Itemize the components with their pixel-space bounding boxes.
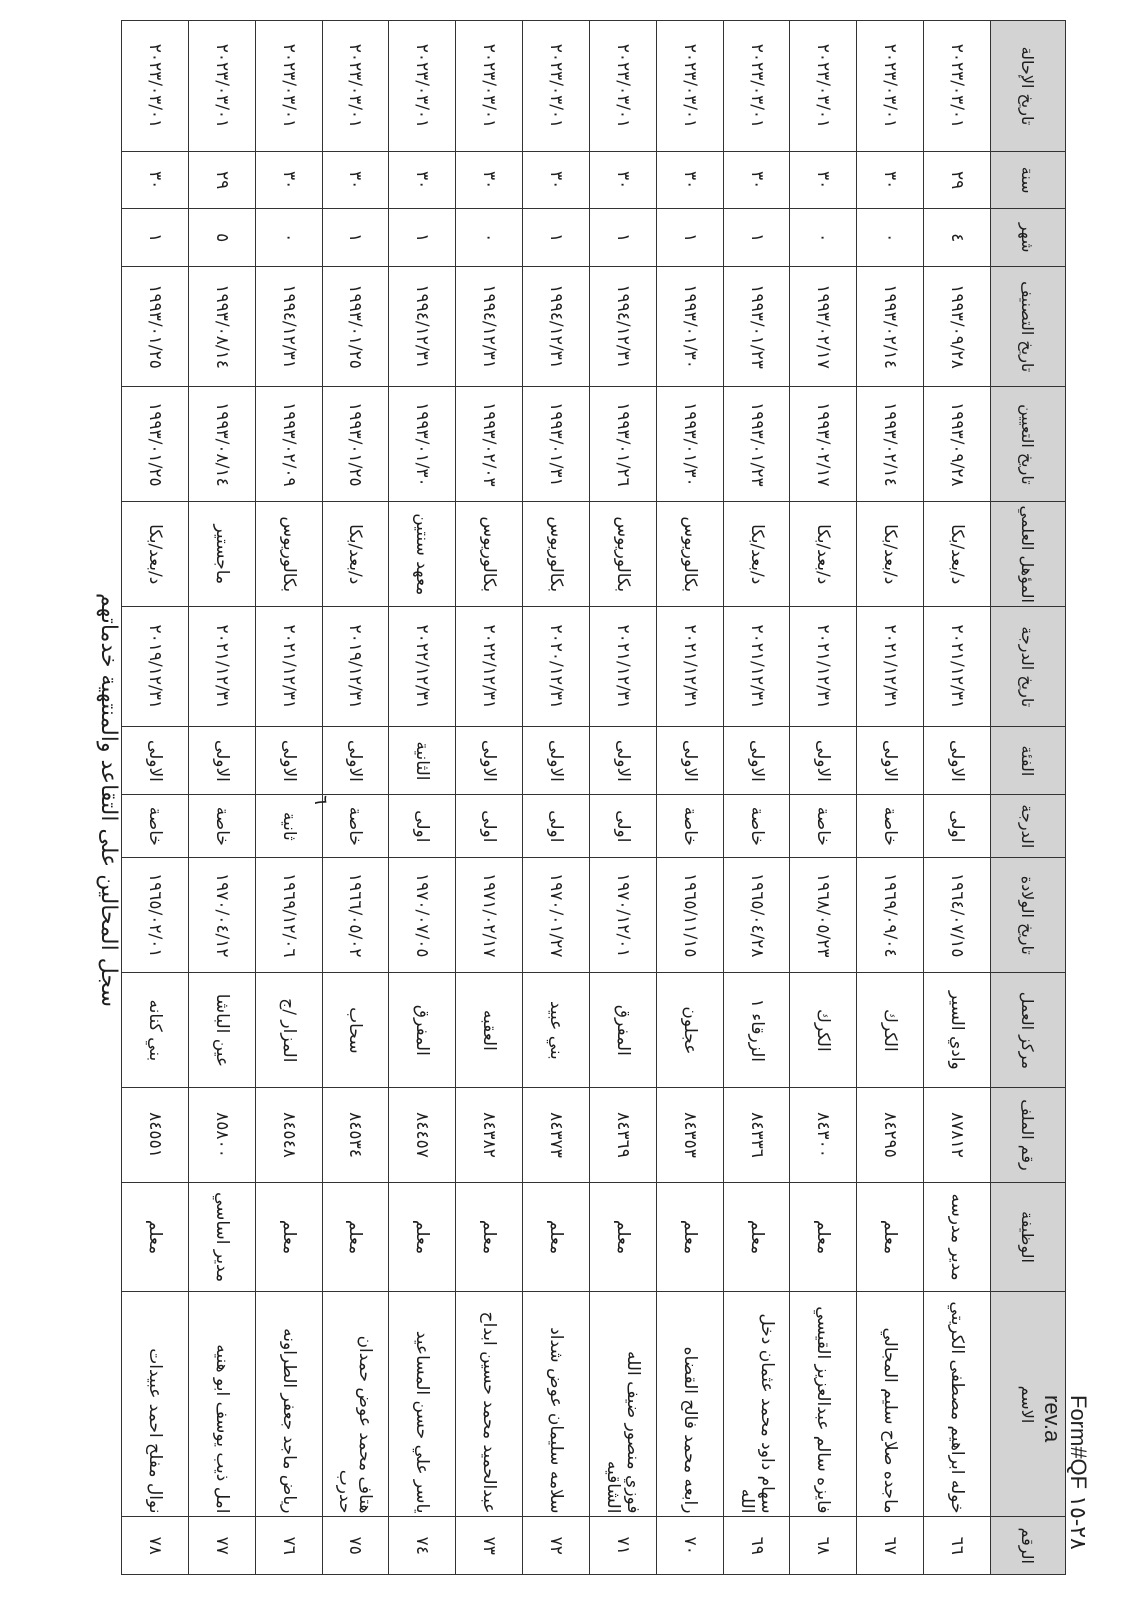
table-cell: الاولى: [857, 727, 924, 795]
table-cell: ٠: [857, 209, 924, 267]
table-cell: ٣٠: [790, 151, 857, 209]
table-cell: ٢٠٢٣/٠٣/٠١: [122, 21, 189, 152]
table-cell: اولى: [589, 795, 656, 858]
column-header: مركز العمل: [991, 973, 1066, 1088]
table-cell: ١٩٩٤/١٢/٣١: [255, 267, 322, 387]
table-cell: د/بعد/بكا: [924, 502, 991, 607]
table-cell: خوله ابراهيم مصطفى الكريتي: [924, 1292, 991, 1517]
table-cell: ١٩٩٤/١٢/٣١: [523, 267, 590, 387]
table-cell: ٢٠٢٣/٠٣/٠١: [857, 21, 924, 152]
table-cell: ١٩٩٤/١٢/٣١: [389, 267, 456, 387]
table-cell: سحاب: [322, 973, 389, 1088]
table-cell: ٢٠٢٣/٠٣/٠١: [790, 21, 857, 152]
table-cell: ٢٠٢٣/٠٣/٠١: [188, 21, 255, 152]
table-cell: ٢٠٢٠/١٢/٣١: [523, 607, 590, 727]
table-row: [389, 21, 456, 1575]
table-cell: اولى: [924, 795, 991, 858]
table-cell: ١٩٦٤/٠٧/١٥: [924, 858, 991, 973]
table-cell: بني كنانه: [122, 973, 189, 1088]
table-cell: ٢٠٢٣/٠٣/٠١: [523, 21, 590, 152]
table-row: [723, 21, 790, 1575]
table-cell: ٢٠١٩/١٢/٣١: [322, 607, 389, 727]
table-cell: ٢٠١٩/١٢/٣١: [122, 607, 189, 727]
table-cell: المزار /ج: [255, 973, 322, 1088]
table-cell: ١: [122, 209, 189, 267]
table-cell: ٨٤٥٣٤: [322, 1088, 389, 1182]
table-cell: خاصة: [322, 795, 389, 858]
table-cell: بكالوريوس: [656, 502, 723, 607]
table-cell: ١٩٩٣/٠١/٣٠: [656, 387, 723, 502]
table-cell: عين الباشا: [188, 973, 255, 1088]
table-cell: الكرك: [857, 973, 924, 1088]
table-cell: سلامه سليمان عوض شداد: [523, 1292, 590, 1517]
page-number: ٦: [310, 795, 331, 805]
table-cell: ٨٤٣٦٩: [589, 1088, 656, 1182]
table-cell: معهد سنتين: [389, 502, 456, 607]
table-cell: معلم: [857, 1182, 924, 1292]
table-cell: ١٩٩٣/٠٢/٠٣: [456, 387, 523, 502]
table-cell: ٨٤٣٣٦: [723, 1088, 790, 1182]
table-cell: مدير اساسي: [188, 1182, 255, 1292]
table-cell: ١٩٦٥/١١/١٥: [656, 858, 723, 973]
table-row: [188, 21, 255, 1575]
table-row: [523, 21, 590, 1575]
table-cell: ٢٠٢٣/٠٣/٠١: [322, 21, 389, 152]
table-cell: ٤: [924, 209, 991, 267]
column-header: الاسم: [991, 1292, 1066, 1517]
table-cell: رياض ماجد جعفر الطراونه: [255, 1292, 322, 1517]
table-cell: ١: [656, 209, 723, 267]
table-cell: فايزه سالم عبدالعزيز القيسي: [790, 1292, 857, 1517]
table-cell: ١٩٩٣/٠١/٣٠: [389, 387, 456, 502]
table-cell: معلم: [790, 1182, 857, 1292]
table-cell: نوال مفلح احمد عبيدات: [122, 1292, 189, 1517]
table-cell: ٠: [255, 209, 322, 267]
table-cell: ١٩٧١/٠٢/١٧: [456, 858, 523, 973]
table-cell: خاصة: [790, 795, 857, 858]
table-cell: ٠: [790, 209, 857, 267]
table-cell: ٨٤٥٤٨: [255, 1088, 322, 1182]
table-cell: ٣٠: [723, 151, 790, 209]
column-header: تاريخ الدرجة: [991, 607, 1066, 727]
table-cell: ٧٧: [188, 1517, 255, 1575]
table-cell: معلم: [656, 1182, 723, 1292]
table-cell: اولى: [389, 795, 456, 858]
column-header: المؤهل العلمي: [991, 502, 1066, 607]
table-cell: ٢٠٢١/١٢/٣١: [924, 607, 991, 727]
table-cell: ٦٨: [790, 1517, 857, 1575]
table-cell: ١٩٩٣/٠١/٢٣: [723, 387, 790, 502]
table-cell: ١٩٩٣/٠١/٢٥: [322, 387, 389, 502]
table-cell: ٦٧: [857, 1517, 924, 1575]
column-header: الرقم: [991, 1517, 1066, 1575]
table-cell: ١٩٩٣/٠١/٢٦: [589, 387, 656, 502]
table-cell: خاصة: [122, 795, 189, 858]
table-cell: ١٩٩٣/٠٢/٠٩: [255, 387, 322, 502]
table-cell: ٦٦: [924, 1517, 991, 1575]
column-header: الوظيفة: [991, 1182, 1066, 1292]
table-cell: ثانية: [255, 795, 322, 858]
table-cell: ١٩٦٩/١٢/٠٦: [255, 858, 322, 973]
table-cell: ٣٠: [656, 151, 723, 209]
table-cell: الكرك: [790, 973, 857, 1088]
table-cell: رابعه محمد فالح القضاه: [656, 1292, 723, 1517]
table-cell: ٢٠٢٣/٠٣/٠١: [589, 21, 656, 152]
table-cell: ١٩٧٠/١٢/٠١: [589, 858, 656, 973]
table-cell: ١٩٩٤/١٢/٣١: [589, 267, 656, 387]
table-cell: ٧١: [589, 1517, 656, 1575]
table-cell: ١٩٦٨/٠٥/٢٣: [790, 858, 857, 973]
table-cell: ٣٠: [122, 151, 189, 209]
table-row: [322, 21, 389, 1575]
table-cell: ٣٠: [322, 151, 389, 209]
table-cell: هتاف محمد عوض حمدان حدرب: [322, 1292, 389, 1517]
table-cell: الاولى: [322, 727, 389, 795]
table-cell: د/بعد/بكا: [790, 502, 857, 607]
table-cell: ٨٥٨٠٠: [188, 1088, 255, 1182]
table-cell: ماجستير: [188, 502, 255, 607]
column-header: تاريخ الإحالة: [991, 21, 1066, 152]
table-cell: خاصة: [188, 795, 255, 858]
table-cell: المفرق: [589, 973, 656, 1088]
table-cell: ١٩٧٠/٠٤/١٢: [188, 858, 255, 973]
table-cell: ١٩٩٣/٠٩/٢٨: [924, 267, 991, 387]
table-cell: الاولى: [122, 727, 189, 795]
table-cell: ١: [523, 209, 590, 267]
table-cell: ٢٠٢١/١٢/٣١: [188, 607, 255, 727]
table-cell: ٣٠: [857, 151, 924, 209]
table-cell: خاصة: [857, 795, 924, 858]
table-cell: ١: [589, 209, 656, 267]
table-cell: امل ذيب يوسف ابو هنيه: [188, 1292, 255, 1517]
column-header: سنة: [991, 151, 1066, 209]
table-row: [122, 21, 189, 1575]
table-cell: ١: [723, 209, 790, 267]
table-cell: ٢٠٢١/١٢/٣١: [857, 607, 924, 727]
table-cell: الاولى: [188, 727, 255, 795]
table-cell: الثانية: [389, 727, 456, 795]
table-cell: ٥: [188, 209, 255, 267]
table-cell: ٢٠٢١/١٢/٣١: [255, 607, 322, 727]
table-cell: خاصة: [656, 795, 723, 858]
table-cell: د/بعد/بكا: [857, 502, 924, 607]
table-cell: الزرقاء ١: [723, 973, 790, 1088]
column-header: شهر: [991, 209, 1066, 267]
table-cell: ٢٠٢٣/٠٣/٠١: [456, 21, 523, 152]
table-cell: ٢٠٢٣/٠٣/٠١: [924, 21, 991, 152]
table-cell: ٨٤٣٨٢: [456, 1088, 523, 1182]
table-cell: ١٩٩٣/٠١/٢٥: [322, 267, 389, 387]
table-cell: الاولى: [924, 727, 991, 795]
table-cell: ٨٤٣٠٠: [790, 1088, 857, 1182]
column-header: رقم الملف: [991, 1088, 1066, 1182]
table-cell: ١٩٩٣/٠٨/١٤: [188, 267, 255, 387]
table-cell: معلم: [255, 1182, 322, 1292]
table-cell: ٢٠٢١/١٢/٣١: [723, 607, 790, 727]
table-cell: ٢٠٢٣/٠٣/٠١: [723, 21, 790, 152]
table-cell: ١٩٦٩/٠٩/٠٤: [857, 858, 924, 973]
table-row: [924, 21, 991, 1575]
table-cell: ٧٣: [456, 1517, 523, 1575]
table-cell: اولى: [523, 795, 590, 858]
table-body: [122, 21, 991, 1575]
table-cell: ٢٠٢٣/٠٣/٠١: [255, 21, 322, 152]
table-cell: معلم: [589, 1182, 656, 1292]
table-cell: معلم: [322, 1182, 389, 1292]
table-cell: ١٩٩٣/٠٨/١٤: [188, 387, 255, 502]
table-cell: ٢٠٢٢/١٢/٣١: [389, 607, 456, 727]
table-cell: ٨٤٣٥٣: [656, 1088, 723, 1182]
column-header: تاريخ الولادة: [991, 858, 1066, 973]
table-cell: ١٩٩٣/٠١/٣٠: [656, 267, 723, 387]
table-row: [857, 21, 924, 1575]
table-cell: ١٩٦٥/٠٢/٠١: [122, 858, 189, 973]
table-cell: بكالوريوس: [589, 502, 656, 607]
table-cell: ٨٤٥٥١: [122, 1088, 189, 1182]
column-header: الدرجة: [991, 795, 1066, 858]
column-header: تاريخ التعيين: [991, 387, 1066, 502]
table-cell: ٠: [456, 209, 523, 267]
table-cell: ١٩٩٤/١٢/٣١: [456, 267, 523, 387]
table-cell: الاولى: [523, 727, 590, 795]
column-header: تاريخ التصنيف: [991, 267, 1066, 387]
table-cell: د/بعد/بكا: [322, 502, 389, 607]
table-cell: ١٩٩٣/٠٢/١٤: [857, 267, 924, 387]
table-cell: د/بعد/بكا: [122, 502, 189, 607]
table-cell: ٧٥: [322, 1517, 389, 1575]
table-cell: ١٩٩٣/٠٢/١٧: [790, 387, 857, 502]
table-cell: ٣٠: [523, 151, 590, 209]
table-cell: ١٩٩٣/٠٢/١٤: [857, 387, 924, 502]
table-cell: سهام داود محمد عثمان دخل الله: [723, 1292, 790, 1517]
table-cell: ٨٧٨١٢: [924, 1088, 991, 1182]
table-cell: ٢٠٢٢/١٢/٣١: [456, 607, 523, 727]
table-cell: ٧٢: [523, 1517, 590, 1575]
table-cell: الاولى: [656, 727, 723, 795]
table-cell: الاولى: [790, 727, 857, 795]
table-cell: الاولى: [723, 727, 790, 795]
table-cell: بكالوريوس: [456, 502, 523, 607]
table-row: [456, 21, 523, 1575]
table-cell: ١٩٩٣/٠١/٢٣: [723, 267, 790, 387]
retirement-table-container: [121, 20, 1066, 1575]
table-cell: ١٩٩٣/٠١/٢٥: [122, 387, 189, 502]
table-cell: ٧٨: [122, 1517, 189, 1575]
table-cell: ٢٠٢١/١٢/٣١: [589, 607, 656, 727]
table-cell: ياسر علي حسن المساعيد: [389, 1292, 456, 1517]
table-cell: معلم: [389, 1182, 456, 1292]
table-cell: ١٩٧٠/٠٧/٠٥: [389, 858, 456, 973]
table-cell: ١: [322, 209, 389, 267]
table-cell: ٨٤٢٩٥: [857, 1088, 924, 1182]
table-cell: بكالوريوس: [255, 502, 322, 607]
table-cell: ١٩٩٣/٠٢/١٧: [790, 267, 857, 387]
table-cell: الاولى: [255, 727, 322, 795]
table-cell: المفرق: [389, 973, 456, 1088]
table-cell: ٨٤٣٧٣: [523, 1088, 590, 1182]
table-cell: معلم: [122, 1182, 189, 1292]
table-cell: ٣٠: [255, 151, 322, 209]
table-row: [790, 21, 857, 1575]
table-cell: العقبه: [456, 973, 523, 1088]
table-cell: ١٩٩٣/٠١/٣١: [523, 387, 590, 502]
table-row: [656, 21, 723, 1575]
table-cell: بني عبيد: [523, 973, 590, 1088]
table-cell: ١: [389, 209, 456, 267]
table-cell: ١٩٦٥/٠٤/٢٨: [723, 858, 790, 973]
table-cell: ٢٩: [924, 151, 991, 209]
table-cell: معلم: [523, 1182, 590, 1292]
retirement-register-table: [121, 20, 1066, 1575]
table-cell: معلم: [723, 1182, 790, 1292]
table-cell: عبدالحميد محمد حسين ابداح: [456, 1292, 523, 1517]
table-cell: ٢٩: [188, 151, 255, 209]
table-cell: ٢٠٢١/١٢/٣١: [790, 607, 857, 727]
table-cell: د/بعد/بكا: [723, 502, 790, 607]
table-header-row: [991, 21, 1066, 1575]
table-cell: ٣٠: [389, 151, 456, 209]
table-cell: بكالوريوس: [523, 502, 590, 607]
table-cell: عجلون: [656, 973, 723, 1088]
table-cell: ١٩٩٣/٠٩/٢٨: [924, 387, 991, 502]
table-cell: ٢٠٢٣/٠٣/٠١: [656, 21, 723, 152]
table-row: [589, 21, 656, 1575]
table-cell: ٢٠٢١/١٢/٣١: [656, 607, 723, 727]
table-cell: ١٩٦٦/٠٥/٠٢: [322, 858, 389, 973]
table-cell: ٧٠: [656, 1517, 723, 1575]
column-header: الفئة: [991, 727, 1066, 795]
table-cell: وادي السير: [924, 973, 991, 1088]
table-cell: الاولى: [456, 727, 523, 795]
page-title: سجل المحالين على التقاعد والمنتهية خدماتهم: [96, 592, 121, 1008]
table-cell: ٢٠٢٣/٠٣/٠١: [389, 21, 456, 152]
table-cell: الاولى: [589, 727, 656, 795]
table-cell: ٨٤٤٥٧: [389, 1088, 456, 1182]
table-cell: ٧٤: [389, 1517, 456, 1575]
form-code: Form#QF ٢٨-١٥ rev.a: [1040, 1395, 1091, 1550]
table-cell: ٣٠: [456, 151, 523, 209]
table-cell: ١٩٩٣/٠١/٢٥: [122, 267, 189, 387]
table-cell: ماجده صلاح سليم المجالي: [857, 1292, 924, 1517]
table-cell: ١٩٧٠/٠١/٢٧: [523, 858, 590, 973]
table-cell: ٣٠: [589, 151, 656, 209]
table-cell: ٧٦: [255, 1517, 322, 1575]
table-cell: فوزي منصور ضيف الله الشاقيه: [589, 1292, 656, 1517]
table-cell: مدير مدرسه: [924, 1182, 991, 1292]
table-cell: ٦٩: [723, 1517, 790, 1575]
table-cell: اولى: [456, 795, 523, 858]
table-cell: معلم: [456, 1182, 523, 1292]
table-cell: خاصة: [723, 795, 790, 858]
